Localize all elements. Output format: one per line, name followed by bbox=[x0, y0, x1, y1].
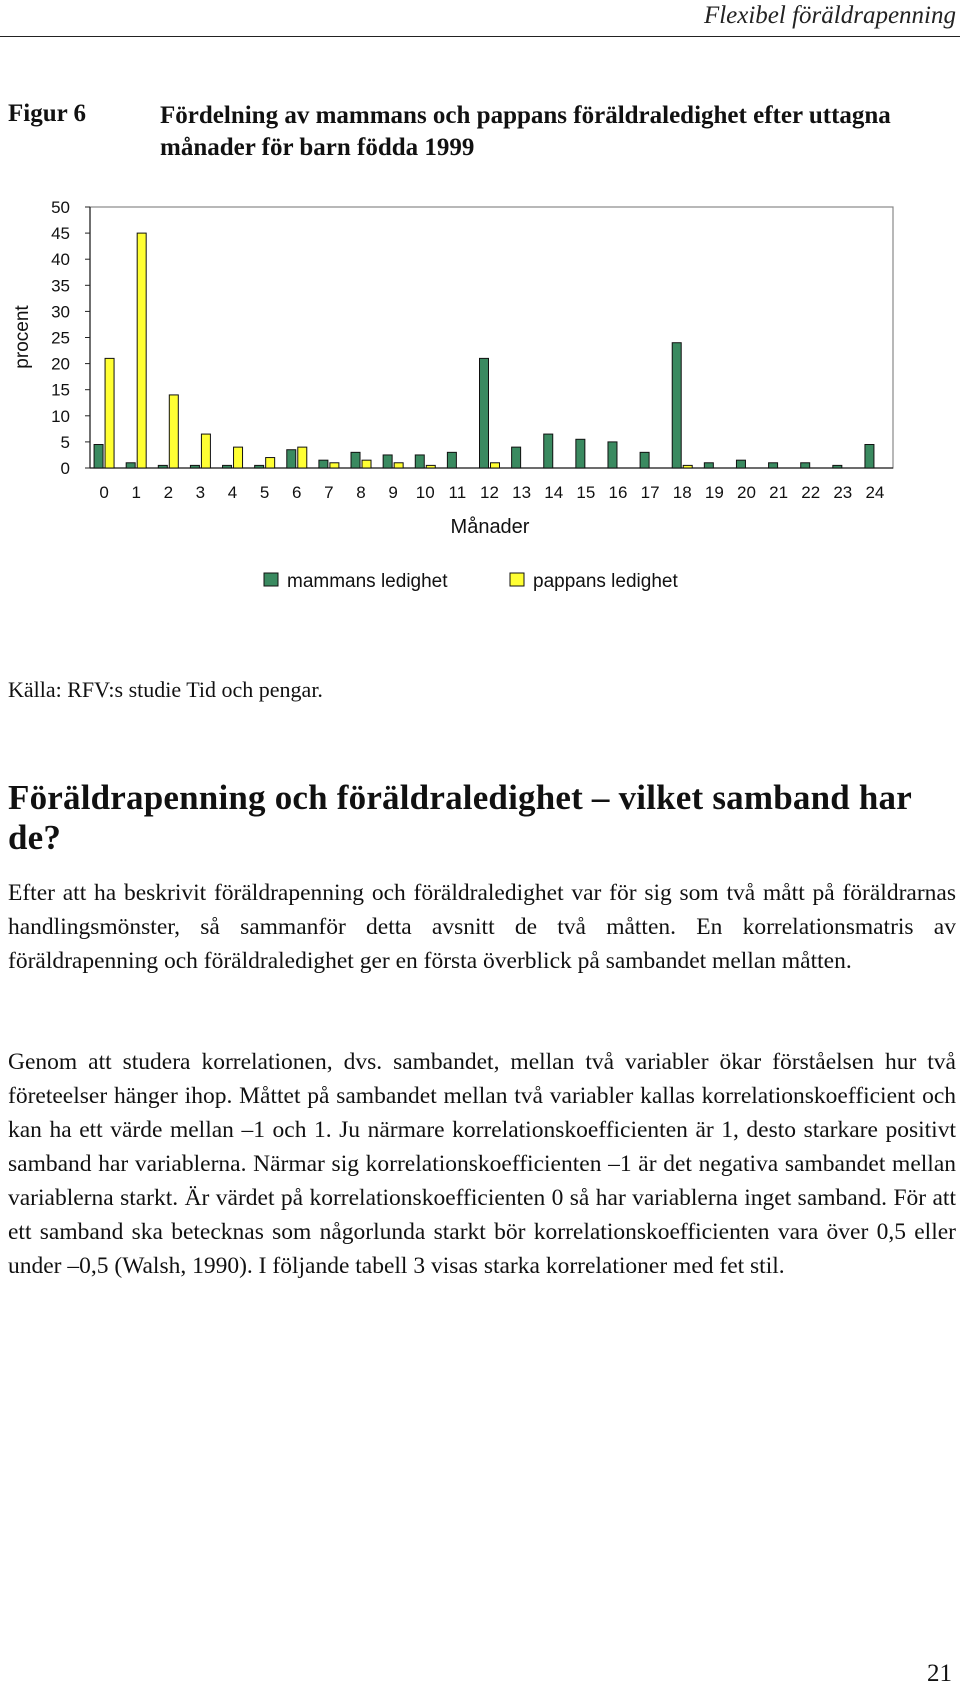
y-tick-label: 0 bbox=[60, 459, 70, 478]
x-tick-label: 5 bbox=[259, 483, 270, 502]
chart-legend bbox=[264, 571, 678, 592]
x-tick-label: 20 bbox=[736, 483, 756, 502]
bar-mother-19 bbox=[704, 463, 713, 468]
bar-mother-15 bbox=[576, 439, 585, 468]
bar-father-2 bbox=[169, 395, 178, 468]
bar-father-8 bbox=[362, 460, 371, 468]
bar-mother-9 bbox=[383, 455, 392, 468]
y-tick-label: 40 bbox=[51, 250, 70, 270]
x-tick-label: 13 bbox=[512, 483, 532, 502]
x-tick-label: 12 bbox=[480, 483, 499, 502]
bar-mother-22 bbox=[801, 463, 810, 468]
bar-mother-16 bbox=[608, 442, 617, 468]
bar-father-9 bbox=[394, 463, 403, 468]
bar-father-18 bbox=[683, 465, 692, 468]
section-heading: Föräldrapenning och föräldraledighet – vilket samband har de? bbox=[8, 778, 912, 857]
bar-mother-24 bbox=[865, 445, 874, 468]
x-tick-label: 7 bbox=[324, 483, 334, 502]
bar-father-3 bbox=[201, 434, 210, 468]
x-tick-label: 9 bbox=[388, 483, 398, 502]
figure-label: Figur 6 bbox=[8, 100, 87, 127]
bar-mother-23 bbox=[833, 465, 842, 468]
x-tick-label: 24 bbox=[865, 483, 885, 502]
y-tick-label: 5 bbox=[60, 432, 70, 452]
y-tick-label: 45 bbox=[51, 224, 70, 244]
bar-father-4 bbox=[234, 447, 243, 468]
bar-mother-6 bbox=[287, 450, 296, 468]
bar-mother-13 bbox=[512, 447, 521, 468]
bar-mother-5 bbox=[255, 465, 264, 468]
bar-mother-8 bbox=[351, 452, 360, 468]
x-tick-label: 18 bbox=[672, 483, 692, 502]
figure-title: Fördelning av mammans och pappans föräldraledighet efter uttagna månader för barn födda 1999 bbox=[160, 102, 891, 161]
x-tick-label: 14 bbox=[544, 483, 564, 502]
paragraph-1: Efter att ha beskrivit föräldrapenning och föräldraledighet var för sig som två mått på föräldrarnas handlingsmönster, så sammanför detta avsnitt de två måtten. En korrelationsmatris av föräldrapenning och föräldraledighet ger en första överblick på sambandet mellan måtten. bbox=[8, 880, 956, 974]
x-tick-label: 11 bbox=[448, 483, 467, 502]
bar-mother-7 bbox=[319, 460, 328, 468]
y-tick-label: 20 bbox=[51, 354, 70, 374]
x-tick-label: 0 bbox=[99, 483, 109, 502]
bar-father-0 bbox=[105, 358, 114, 468]
x-tick-label: 15 bbox=[576, 483, 596, 502]
bar-mother-17 bbox=[640, 452, 649, 468]
x-tick-label: 17 bbox=[640, 483, 660, 502]
bar-mother-0 bbox=[94, 445, 103, 468]
legend-swatch-father bbox=[510, 573, 524, 586]
y-tick-label: 35 bbox=[51, 276, 70, 296]
page-number: 21 bbox=[927, 1660, 952, 1687]
bar-mother-14 bbox=[544, 434, 553, 468]
x-tick-label: 4 bbox=[227, 483, 238, 502]
bar-mother-20 bbox=[736, 460, 745, 468]
bar-father-1 bbox=[137, 233, 146, 468]
y-axis-label: procent bbox=[12, 305, 33, 369]
y-tick-label: 15 bbox=[51, 380, 70, 400]
x-tick-label: 6 bbox=[292, 483, 302, 502]
legend-label-mother: mammans ledighet bbox=[287, 571, 448, 592]
bar-mother-4 bbox=[223, 465, 232, 468]
x-tick-label: 1 bbox=[131, 483, 141, 502]
x-tick-label: 22 bbox=[801, 483, 821, 502]
bar-father-6 bbox=[298, 447, 307, 468]
x-tick-label: 2 bbox=[163, 483, 174, 502]
bar-father-12 bbox=[491, 463, 500, 468]
y-tick-label: 25 bbox=[51, 328, 70, 348]
x-axis-label: Månader bbox=[450, 516, 530, 538]
x-tick-label: 21 bbox=[769, 483, 789, 502]
x-tick-label: 19 bbox=[704, 483, 724, 502]
bar-father-7 bbox=[330, 463, 339, 468]
x-tick-label: 10 bbox=[415, 483, 435, 502]
x-tick-label: 8 bbox=[356, 483, 366, 502]
bar-mother-10 bbox=[415, 455, 424, 468]
bar-mother-2 bbox=[158, 465, 167, 468]
bar-mother-21 bbox=[769, 463, 778, 468]
bar-mother-12 bbox=[480, 358, 489, 468]
paragraph-2: Genom att studera korrelationen, dvs. sambandet, mellan två variabler ökar förståelsen hur två företeelser hänger ihop. Måttet på sambandet mellan två variabler kallas korrelationskoefficient och kan ha ett värde mellan –1 och 1. Ju närmare korrelationskoefficienten är 1, desto starkare positivt samband har variablerna. Närmar sig korrelationskoefficienten –1 är det negativa sambandet mellan variablerna starkt. Är värdet på korrelationskoefficienten 0 så har variablerna inget samband. För att ett samband ska betecknas som någorlunda starkt bör korrelationskoefficienten vara över 0,5 eller under –0,5 (Walsh, 1990). I följande tabell 3 visas starka korrelationer med fet stil. bbox=[8, 1049, 956, 1279]
running-title: Flexibel föräldrapenning bbox=[703, 2, 956, 29]
x-tick-label: 16 bbox=[608, 483, 628, 502]
legend-swatch-mother bbox=[264, 573, 278, 586]
figure-source: Källa: RFV:s studie Tid och pengar. bbox=[8, 677, 323, 702]
bar-mother-11 bbox=[447, 452, 456, 468]
bar-chart bbox=[0, 200, 900, 650]
x-tick-label: 3 bbox=[195, 483, 206, 502]
page-header bbox=[0, 0, 960, 37]
x-tick-label: 23 bbox=[833, 483, 853, 502]
bar-father-5 bbox=[266, 458, 275, 468]
y-tick-label: 50 bbox=[51, 200, 70, 217]
bar-father-10 bbox=[426, 465, 435, 468]
plot-area bbox=[90, 207, 893, 468]
bar-mother-1 bbox=[126, 463, 135, 468]
legend-label-father: pappans ledighet bbox=[533, 571, 678, 592]
bar-mother-18 bbox=[672, 343, 681, 468]
y-tick-label: 10 bbox=[51, 406, 70, 426]
y-tick-label: 30 bbox=[51, 302, 70, 322]
bar-mother-3 bbox=[190, 465, 199, 468]
